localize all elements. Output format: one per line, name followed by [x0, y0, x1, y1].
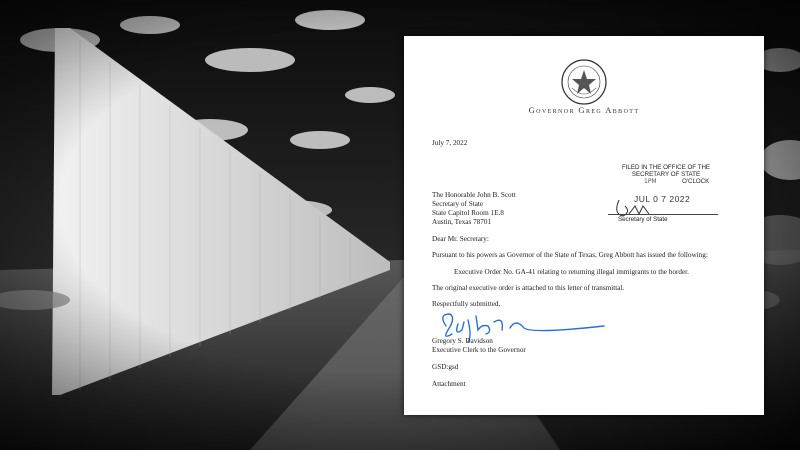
transmittal-letter	[404, 36, 764, 415]
body-paragraph-1: Pursuant to his powers as Governor of the State of Texas, Greg Abbott has issued the following:	[432, 251, 708, 259]
body-paragraph-2: The original executive order is attached to this letter of transmittal.	[432, 284, 625, 292]
stamp-date: JUL 0 7 2022	[634, 194, 691, 204]
attachment-note: Attachment	[432, 380, 466, 388]
signer-name: Gregory S. Davidson	[432, 337, 493, 345]
salutation: Dear Mr. Secretary:	[432, 235, 489, 243]
executive-order-line: Executive Order No. GA-41 relating to returning illegal immigrants to the border.	[454, 268, 689, 276]
letter-date: July 7, 2022	[432, 139, 468, 147]
stamp-rule	[608, 214, 718, 215]
signer-title: Executive Clerk to the Governor	[432, 346, 526, 354]
recipient-address2: Austin, Texas 78701	[432, 218, 492, 226]
governor-heading: Governor Greg Abbott	[528, 105, 640, 115]
stamp-oclock: O'CLOCK	[682, 178, 710, 185]
closing: Respectfully submitted,	[432, 300, 501, 308]
stamp-line2: SECRETARY OF STATE	[631, 171, 701, 178]
recipient-address1: State Capitol Room 1E.8	[432, 209, 504, 217]
filed-stamp	[606, 164, 726, 186]
stamp-line1: FILED IN THE OFFICE OF THE	[621, 164, 711, 171]
recipient-name: The Honorable John B. Scott	[432, 191, 516, 199]
stamp-time: 1PM	[644, 178, 657, 185]
state-seal-icon	[560, 58, 608, 106]
initials: GSD:gsd	[432, 363, 459, 371]
stamp-office: Secretary of State	[618, 216, 668, 223]
recipient-title: Secretary of State	[432, 200, 484, 208]
